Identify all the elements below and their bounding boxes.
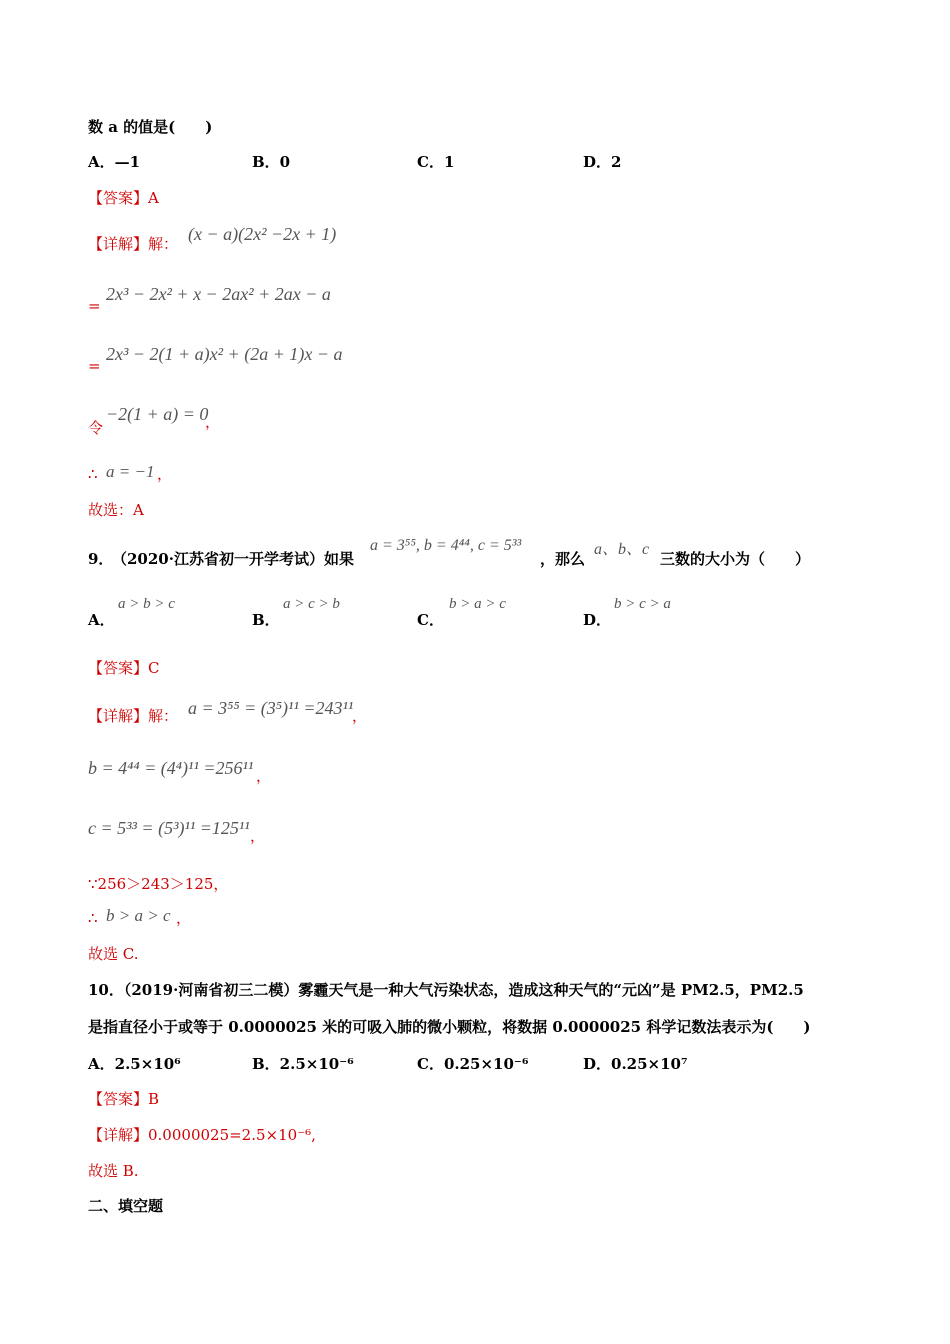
q10-detail: 【详解】0.0000025=2.5×10⁻⁶,	[88, 1126, 316, 1144]
q8-option-c: C．1	[417, 153, 455, 171]
q9-order-sep: ，	[176, 909, 192, 927]
q10-answer: 【答案】B	[88, 1090, 160, 1108]
q8-let-label: 令	[88, 419, 104, 437]
q8-expr5-tail: ，	[157, 465, 173, 483]
q9-therefore: ∴	[88, 909, 98, 927]
q9-condition: a = 3⁵⁵, b = 4⁴⁴, c = 5³³	[370, 537, 522, 554]
q8-expr1: (x − a)(2x² −2x + 1)	[188, 224, 337, 244]
q9-option-d-letter: D．	[583, 611, 612, 629]
q9-detail-label: 【详解】解：	[88, 707, 179, 725]
q9-mid: ，那么	[540, 550, 586, 568]
q9-line-b-sep: ，	[256, 767, 272, 785]
q9-answer: 【答案】C	[88, 659, 160, 677]
q9-conclusion: 故选 C.	[88, 945, 139, 963]
q9-line-b: b = 4⁴⁴ = (4⁴)¹¹ =256¹¹	[88, 758, 254, 778]
q8-answer: 【答案】A	[88, 189, 159, 207]
q10-line1: 10．（2019·河南省初三二模）雾霾天气是一种大气污染状态，造成这种天气的“元凶”是 PM2.5，PM2.5	[88, 981, 804, 999]
q8-conclusion: 故选：A	[88, 501, 144, 519]
q8-option-a: A．—1	[88, 153, 141, 171]
q8-expr4: −2(1 + a) = 0	[106, 404, 209, 424]
q8-detail-label: 【详解】解：	[88, 235, 179, 253]
section-title: 二、填空题	[88, 1197, 164, 1215]
q10-option-d: D．0.25×10⁷	[583, 1055, 688, 1073]
q9-option-d-expr: b > c > a	[614, 596, 671, 612]
q9-option-a-expr: a > b > c	[118, 596, 175, 612]
q10-option-a: A．2.5×10⁶	[88, 1055, 181, 1073]
q9-tail: 三数的大小为（ ）	[660, 550, 811, 568]
q10-option-c: C．0.25×10⁻⁶	[417, 1055, 529, 1073]
q9-option-c-letter: C．	[417, 611, 444, 629]
q8-option-d: D．2	[583, 153, 622, 171]
q8-option-b: B．0	[252, 153, 291, 171]
q8-expr4-tail: ，	[205, 413, 221, 431]
q9-line-a-sep: ，	[352, 707, 368, 725]
q9-line-c-sep: ，	[250, 827, 266, 845]
q8-expr5: a = −1	[106, 462, 155, 481]
q10-option-b: B．2.5×10⁻⁶	[252, 1055, 354, 1073]
q9-option-b-expr: a > c > b	[283, 596, 340, 612]
q9-vars: a、b、c	[594, 541, 650, 558]
q9-line-c: c = 5³³ = (5³)¹¹ =125¹¹	[88, 818, 250, 838]
q8-eq2: =	[88, 357, 101, 375]
q9-source: （2020·江苏省初一开学考试）如果	[112, 550, 354, 568]
q10-line2: 是指直径小于或等于 0.0000025 米的可吸入肺的微小颗粒，将数据 0.0000025 科学记数法表示为( )	[88, 1018, 811, 1036]
q8-eq1: =	[88, 297, 101, 315]
q10-conclusion: 故选 B.	[88, 1162, 139, 1180]
q8-expr2: 2x³ − 2x² + x − 2ax² + 2ax − a	[106, 284, 331, 304]
q9-option-c-expr: b > a > c	[449, 596, 506, 612]
q8-stem-tail: 数 a 的值是( )	[88, 118, 213, 136]
q9-line-a: a = 3⁵⁵ = (3⁵)¹¹ =243¹¹	[188, 698, 354, 718]
q9-option-a-letter: A．	[88, 611, 115, 629]
q8-expr3: 2x³ − 2(1 + a)x² + (2a + 1)x − a	[106, 344, 343, 364]
q9-order: b > a > c	[106, 906, 171, 925]
q9-because: ∵256＞243＞125，	[88, 875, 229, 893]
q9-option-b-letter: B．	[252, 611, 280, 629]
q8-therefore: ∴	[88, 465, 98, 483]
q9-number: 9．	[88, 550, 114, 568]
